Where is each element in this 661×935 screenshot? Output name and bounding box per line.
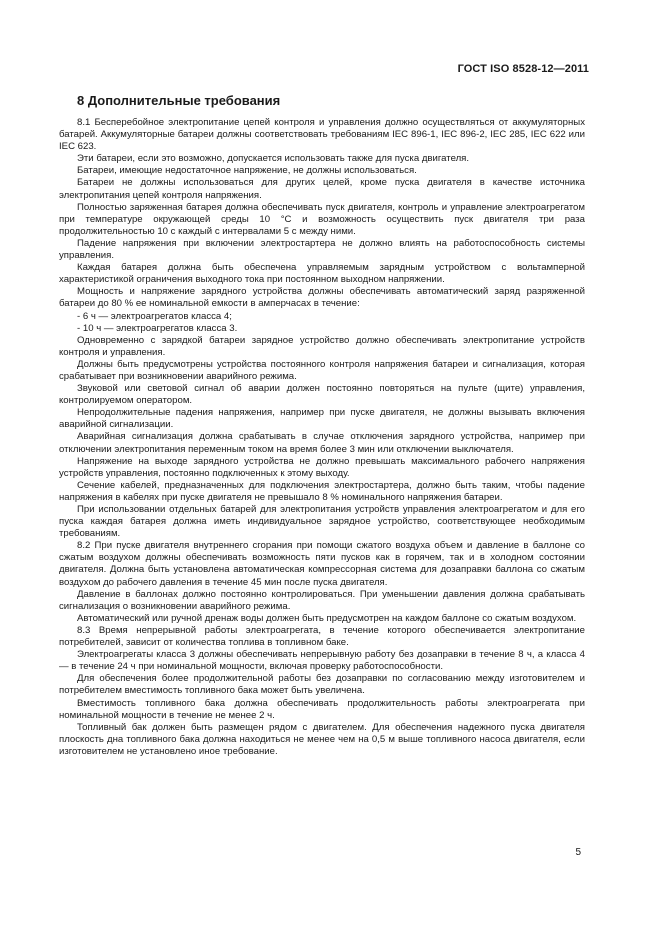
paragraph: Топливный бак должен быть размещен рядом с двигателем. Для обеспечения надежного пуска двигателя плоскость дна топливного бака должна находиться не менее чем на 0,5 м выше топливного насоса двигателя, если изготовителем не установлено иное требование. (59, 721, 585, 757)
paragraph: Мощность и напряжение зарядного устройства должны обеспечивать автоматический заряд разряженной батареи до 80 % ее номинальной емкости в амперчасах в течение: (59, 286, 585, 310)
paragraph: Эти батареи, если это возможно, допускается использовать также для пуска двигателя. (77, 153, 470, 165)
list-item: - 10 ч — электроагрегатов класса 3. (77, 322, 238, 334)
body-text (59, 117, 585, 758)
paragraph: Падение напряжения при включении электростартера не должно влиять на работоспособность системы управления. (59, 237, 585, 262)
paragraph: Должны быть предусмотрены устройства постоянного контроля напряжения батареи и сигнализация, которая срабатывает при возникновении аварийного режима. (59, 358, 585, 382)
paragraph: Автоматический или ручной дренаж воды должен быть предусмотрен на каждом баллоне со сжатым воздухом. (77, 612, 577, 624)
paragraph: 8.2 При пуске двигателя внутреннего сгорания при помощи сжатого воздуха объем и давление в баллоне со сжатым воздухом должны обеспечивать возможность пяти пусков как в горячем, так и в холодном состоянии двигателя. Должна быть установлена автоматическая компрессорная система для дозаправки баллона со сжатым воздухом до рабочего давления в течение 45 мин после пуска двигателя. (59, 540, 585, 588)
section-title: 8 Дополнительные требования (77, 93, 281, 108)
paragraph: Звуковой или световой сигнал об аварии должен постоянно повторяться на пульте (щите) управления, контролируемом оператором. (59, 383, 585, 407)
paragraph: Непродолжительные падения напряжения, например при пуске двигателя, не должны вызывать включения аварийной сигнализации. (59, 407, 585, 431)
paragraph: 8.3 Время непрерывной работы электроагрегата, в течение которого обеспечивается электропитание потребителей, зависит от количества топлива в топливном баке. (59, 624, 585, 649)
paragraph: Батареи, имеющие недостаточное напряжение, не должны использоваться. (77, 165, 417, 177)
paragraph: Полностью заряженная батарея должна обеспечивать пуск двигателя, контроль и управление электроагрегатом при температуре окружающей среды 10 °С и возможность осуществить пуск двигателя три раза продолжительностью 10 с каждый с интервалами 5 с между ними. (59, 201, 585, 237)
paragraph: При использовании отдельных батарей для электропитания устройств управления электроагрегатом и для его пуска каждая батарея должна иметь индивидуальное зарядное устройство, соответствующее необходимым требованиям. (59, 504, 585, 540)
standard-header: ГОСТ ISO 8528-12—2011 (457, 63, 589, 75)
paragraph: Каждая батарея должна быть обеспечена управляемым зарядным устройством с вольтамперной характеристикой ограничения выходного тока при постоянном выходном напряжении. (59, 262, 585, 286)
paragraph: Напряжение на выходе зарядного устройства не должно превышать максимального рабочего напряжения устройств управления, постоянно подключенных к этому выходу. (59, 455, 585, 479)
page-number: 5 (575, 847, 581, 858)
paragraph: Аварийная сигнализация должна срабатывать в случае отключения зарядного устройства, например при отключении электропитания переменным током на время более 3 мин или отключении выключателя. (59, 431, 585, 455)
list-item: - 6 ч — электроагрегатов класса 4; (77, 310, 232, 322)
paragraph: Давление в баллонах должно постоянно контролироваться. При уменьшении давления должна срабатывать сигнализация о возникновении аварийного режима. (59, 588, 585, 612)
paragraph: Электроагрегаты класса 3 должны обеспечивать непрерывную работу без дозаправки в течение 8 ч, а класса 4 — в течение 24 ч при номинальной мощности, включая проверку работоспособности. (59, 649, 585, 673)
paragraph: 8.1 Бесперебойное электропитание цепей контроля и управления должно осуществляться от аккумуляторных батарей. Аккумуляторные батареи должны соответствовать требованиям IEC 896-1, IEC 896-2, IEC 285, IEC 622 или IEC 623. (59, 117, 585, 153)
paragraph: Одновременно с зарядкой батареи зарядное устройство должно обеспечивать электропитание устройств контроля и управления. (59, 334, 585, 358)
paragraph: Вместимость топливного бака должна обеспечивать продолжительность работы электроагрегата при номинальной мощности в течение не менее 2 ч. (59, 697, 585, 721)
paragraph: Для обеспечения более продолжительной работы без дозаправки по согласованию между изготовителем и потребителем вместимость топливного бака может быть увеличена. (59, 673, 585, 697)
paragraph: Сечение кабелей, предназначенных для подключения электростартера, должно быть таким, чтобы падение напряжения в кабелях при пуске двигателя не превышало 8 % номинального напряжения батареи. (59, 479, 585, 503)
paragraph: Батареи не должны использоваться для других целей, кроме пуска двигателя в качестве источника электропитания цепей контроля напряжения. (59, 177, 585, 201)
